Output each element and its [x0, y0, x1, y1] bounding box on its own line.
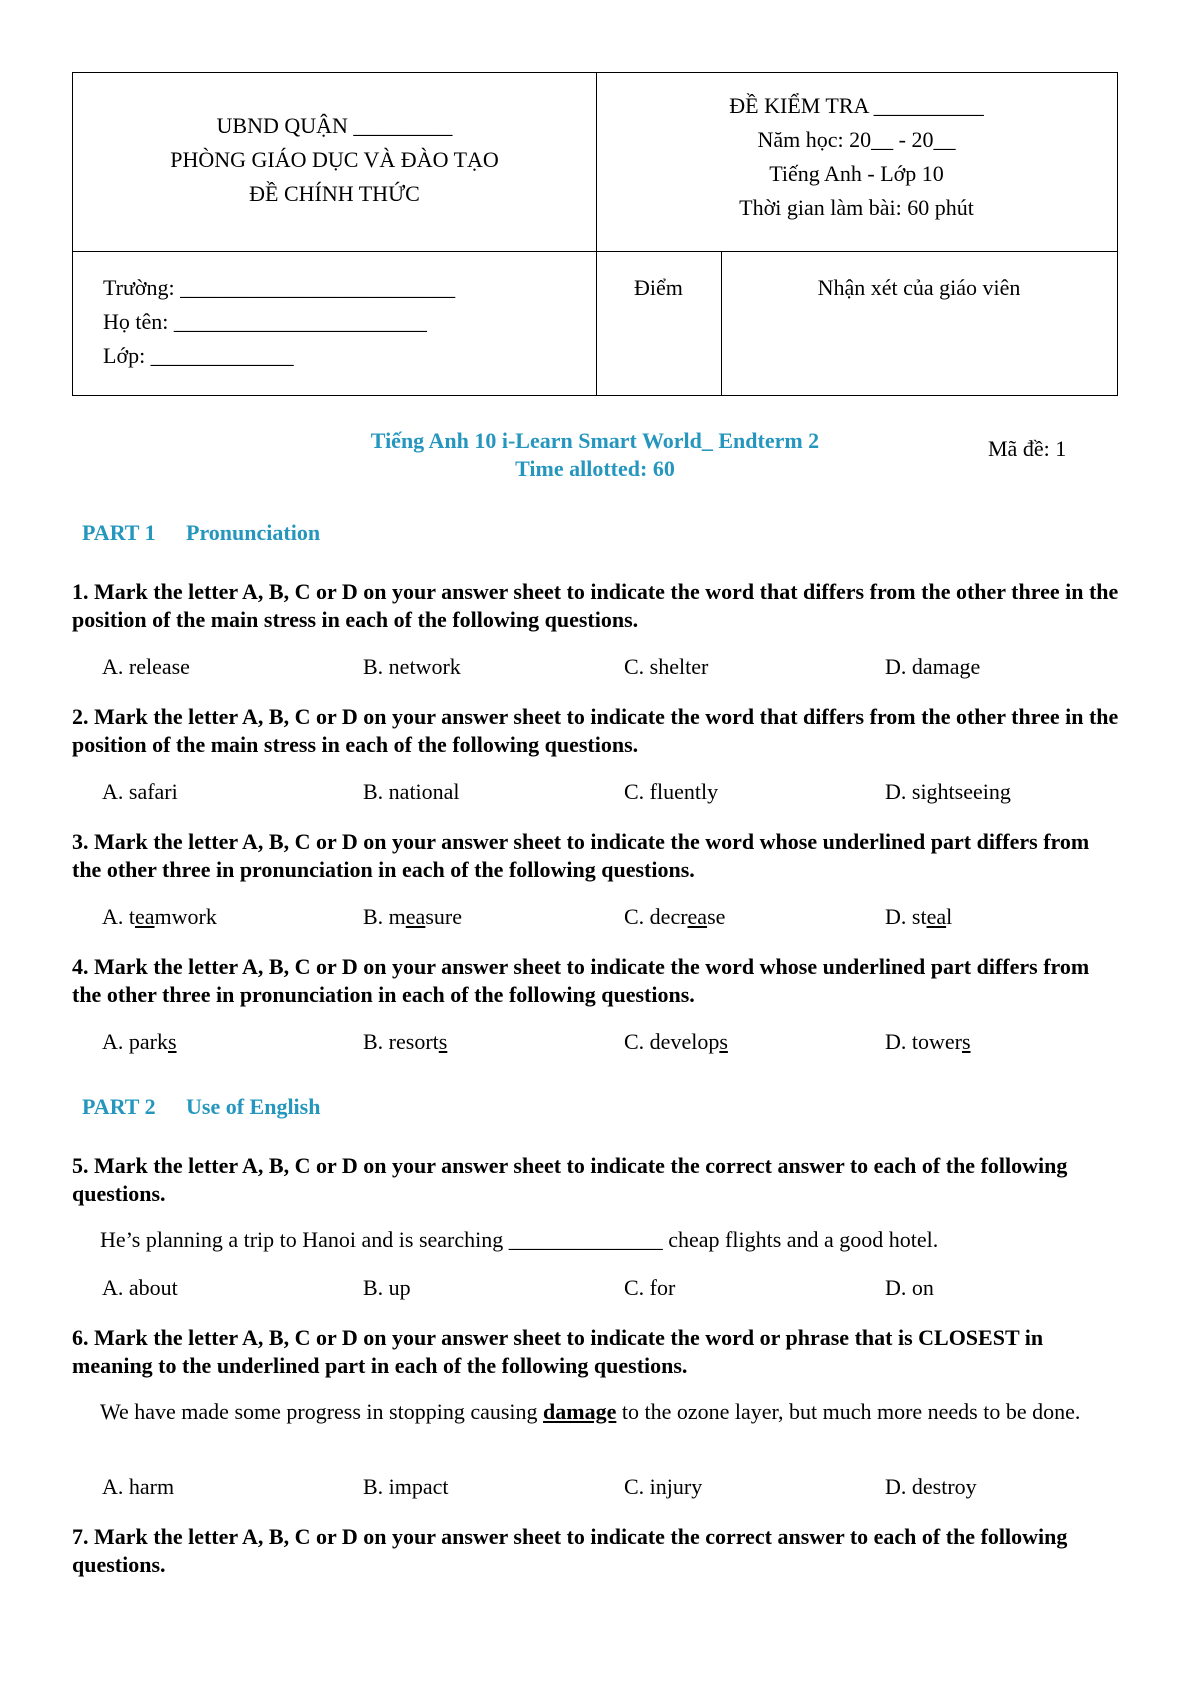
student-info	[103, 271, 583, 373]
option-b[interactable]: B. measure	[363, 904, 462, 929]
option-c[interactable]: C. decrease	[624, 904, 726, 929]
option-a[interactable]: A. teamwork	[102, 904, 217, 929]
option-a[interactable]: A. parks	[102, 1029, 177, 1054]
question-stem: He’s planning a trip to Hanoi and is searching ______________ cheap flights and a good hotel.	[100, 1227, 939, 1252]
option-a[interactable]: A. about	[102, 1275, 178, 1300]
score-label: Điểm	[634, 275, 683, 300]
question-prompt: 7. Mark the letter A, B, C or D on your answer sheet to indicate the correct answer to each of the following questions.	[72, 1524, 1068, 1577]
question-prompt: 6. Mark the letter A, B, C or D on your answer sheet to indicate the word or phrase that is CLOSEST in meaning to the underlined part in each of the following questions.	[72, 1325, 1044, 1378]
option-b[interactable]: B. national	[363, 779, 460, 804]
header-right	[596, 89, 1117, 225]
exam-code: Mã đề: 1	[988, 436, 1067, 461]
question-prompt: 4. Mark the letter A, B, C or D on your answer sheet to indicate the word whose underlined part differs from the other three in pronunciation in each of the following questions.	[72, 954, 1090, 1007]
option-b[interactable]: B. up	[363, 1275, 411, 1300]
option-row	[102, 779, 1102, 809]
question-prompt: 5. Mark the letter A, B, C or D on your answer sheet to indicate the correct answer to each of the following questions.	[72, 1153, 1068, 1206]
option-d[interactable]: D. on	[885, 1275, 934, 1300]
district-line: UBND QUẬN _________	[216, 113, 453, 138]
name-field: Họ tên: _______________________	[103, 309, 427, 334]
option-d[interactable]: D. destroy	[885, 1474, 977, 1499]
question-prompt: 1. Mark the letter A, B, C or D on your answer sheet to indicate the word that differs from the other three in the position of the main stress in each of the following questions.	[72, 579, 1119, 632]
underlined-word: damage	[543, 1399, 617, 1424]
option-row	[102, 1029, 1102, 1059]
department-line: PHÒNG GIÁO DỤC VÀ ĐÀO TẠO	[170, 147, 499, 172]
header-left	[73, 109, 596, 211]
option-c[interactable]: C. fluently	[624, 779, 719, 804]
class-field: Lớp: _____________	[103, 343, 294, 368]
option-a[interactable]: A. harm	[102, 1474, 175, 1499]
option-c[interactable]: C. shelter	[624, 654, 709, 679]
option-row	[102, 904, 1102, 934]
divider	[73, 251, 1117, 252]
option-b[interactable]: B. network	[363, 654, 461, 679]
duration: Thời gian làm bài: 60 phút	[739, 195, 974, 220]
option-d[interactable]: D. steal	[885, 904, 953, 929]
header-table	[72, 72, 1118, 396]
option-c[interactable]: C. develops	[624, 1029, 728, 1054]
school-year: Năm học: 20__ - 20__	[757, 127, 956, 152]
option-a[interactable]: A. release	[102, 654, 190, 679]
time-allotted: Time allotted: 60	[515, 456, 675, 481]
question-stem: We have made some progress in stopping causing damage to the ozone layer, but much more needs to be done.	[100, 1399, 1081, 1424]
question-prompt: 3. Mark the letter A, B, C or D on your answer sheet to indicate the word whose underlined part differs from the other three in pronunciation in each of the following questions.	[72, 829, 1090, 882]
option-d[interactable]: D. damage	[885, 654, 981, 679]
exam-title: ĐỀ KIỂM TRA __________	[729, 93, 984, 118]
official-label: ĐỀ CHÍNH THỨC	[249, 181, 420, 206]
comment-label: Nhận xét của giáo viên	[817, 275, 1021, 300]
option-row	[102, 1474, 1102, 1504]
option-b[interactable]: B. impact	[363, 1474, 449, 1499]
question-prompt: 2. Mark the letter A, B, C or D on your answer sheet to indicate the word that differs from the other three in the position of the main stress in each of the following questions.	[72, 704, 1119, 757]
part-heading	[82, 520, 320, 546]
part-heading	[82, 1094, 320, 1120]
subject: Tiếng Anh - Lớp 10	[769, 161, 944, 186]
option-c[interactable]: C. for	[624, 1275, 676, 1300]
part-name: Pronunciation	[186, 520, 321, 545]
part-number: PART 2	[82, 1094, 156, 1119]
part-name: Use of English	[186, 1094, 321, 1119]
option-d[interactable]: D. sightseeing	[885, 779, 1011, 804]
option-row	[102, 1275, 1102, 1305]
exam-heading: Tiếng Anh 10 i-Learn Smart World_ Endterm 2	[370, 428, 820, 453]
option-d[interactable]: D. towers	[885, 1029, 971, 1054]
option-b[interactable]: B. resorts	[363, 1029, 448, 1054]
school-field: Trường: _________________________	[103, 275, 456, 300]
option-a[interactable]: A. safari	[102, 779, 178, 804]
part-number: PART 1	[82, 520, 156, 545]
option-c[interactable]: C. injury	[624, 1474, 703, 1499]
option-row	[102, 654, 1102, 684]
